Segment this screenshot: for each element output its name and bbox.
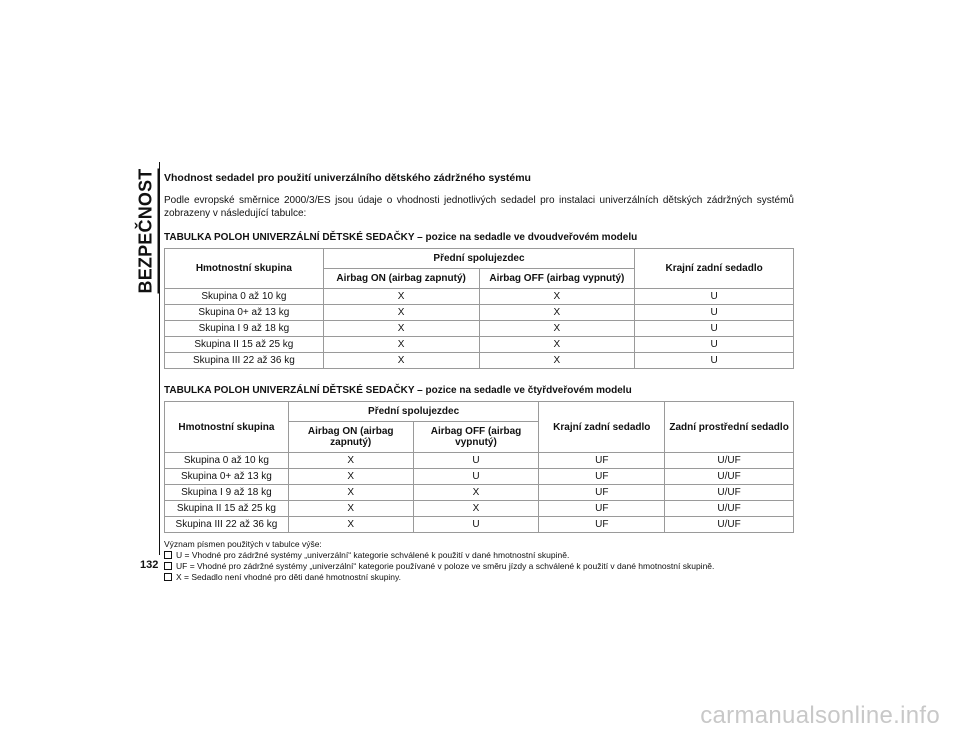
header-airbag-on: Airbag ON (airbag zapnutý) [288,422,413,453]
cell-rear-middle: U/UF [665,517,794,533]
table1-title: TABULKA POLOH UNIVERZÁLNÍ DĚTSKÉ SEDAČKY – pozice na sedadle ve dvoudveřovém modelu [164,232,638,243]
cell-airbag-on: X [288,485,413,501]
cell-rear-outer: UF [539,501,665,517]
cell-airbag-off: U [413,453,539,469]
cell-airbag-on: X [288,517,413,533]
table-row [165,305,794,321]
table2-title: TABULKA POLOH UNIVERZÁLNÍ DĚTSKÉ SEDAČKY – pozice na sedadle ve čtyřdveřovém modelu [164,385,632,396]
cell-group: Skupina 0 až 10 kg [165,453,289,469]
header-rear-outer: Krajní zadní sedadlo [539,402,665,453]
cell-rear-outer: UF [539,485,665,501]
cell-airbag-on: X [323,353,479,369]
table-two-door [164,248,794,369]
legend-intro: Význam písmen použitých v tabulce výše: [164,539,322,549]
cell-airbag-on: X [323,289,479,305]
header-rear-middle: Zadní prostřední sedadlo [665,402,794,453]
header-weight-group: Hmotnostní skupina [165,249,324,289]
cell-rear-middle: U/UF [665,485,794,501]
side-tab-label: BEZPEČNOST [135,168,159,293]
legend [164,539,794,583]
cell-group: Skupina I 9 až 18 kg [165,485,289,501]
cell-airbag-off: X [479,337,635,353]
cell-rear-outer: U [635,337,794,353]
table-row [165,353,794,369]
table-row [165,453,794,469]
cell-rear-middle: U/UF [665,469,794,485]
cell-airbag-off: U [413,469,539,485]
cell-rear-outer: U [635,289,794,305]
cell-rear-outer: UF [539,453,665,469]
table-row [165,337,794,353]
cell-airbag-off: X [479,321,635,337]
header-airbag-on: Airbag ON (airbag zapnutý) [323,269,479,289]
table-row [165,485,794,501]
cell-rear-outer: U [635,305,794,321]
header-rear-outer: Krajní zadní sedadlo [635,249,794,289]
intro-paragraph: Podle evropské směrnice 2000/3/ES jsou údaje o vhodnosti jednotlivých sedadel pro instalaci univerzálních dětských zádržných systémů zobrazeny v následující tabulce: [164,195,794,219]
cell-group: Skupina II 15 až 25 kg [165,501,289,517]
cell-airbag-on: X [323,305,479,321]
cell-group: Skupina 0+ až 13 kg [165,305,324,321]
cell-airbag-off: X [413,501,539,517]
table-row [165,469,794,485]
table-row [165,321,794,337]
header-airbag-off: Airbag OFF (airbag vypnutý) [413,422,539,453]
side-divider [159,162,160,555]
cell-rear-middle: U/UF [665,453,794,469]
cell-airbag-off: X [479,289,635,305]
cell-airbag-on: X [288,469,413,485]
cell-group: Skupina III 22 až 36 kg [165,353,324,369]
cell-airbag-on: X [288,501,413,517]
header-front-passenger: Přední spolujezdec [323,249,634,269]
table-row [165,501,794,517]
cell-rear-middle: U/UF [665,501,794,517]
header-front-passenger: Přední spolujezdec [288,402,539,422]
cell-rear-outer: UF [539,469,665,485]
header-weight-group: Hmotnostní skupina [165,402,289,453]
table-four-door [164,401,794,533]
cell-airbag-off: X [479,353,635,369]
section-title: Vhodnost sedadel pro použití univerzálního dětského zádržného systému [164,172,531,184]
cell-group: Skupina 0+ až 13 kg [165,469,289,485]
cell-rear-outer: U [635,321,794,337]
cell-airbag-off: U [413,517,539,533]
legend-item: UF = Vhodné pro zádržné systémy „univerzální“ kategorie používané v poloze ve směru jízdy a schválené k použití v dané hmotnostní skupině. [164,561,794,572]
legend-item: X = Sedadlo není vhodné pro děti dané hmotnostní skupiny. [164,572,794,583]
cell-group: Skupina III 22 až 36 kg [165,517,289,533]
cell-airbag-on: X [288,453,413,469]
page-number: 132 [140,559,159,571]
cell-group: Skupina I 9 až 18 kg [165,321,324,337]
cell-rear-outer: U [635,353,794,369]
header-airbag-off: Airbag OFF (airbag vypnutý) [479,269,635,289]
section-side-tab [135,168,157,294]
legend-item: U = Vhodné pro zádržné systémy „univerzální“ kategorie schválené k použití v dané hmotnostní skupině. [164,550,794,561]
cell-rear-outer: UF [539,517,665,533]
cell-airbag-off: X [413,485,539,501]
page-content [164,172,794,583]
cell-airbag-off: X [479,305,635,321]
watermark: carmanualsonline.info [700,702,940,729]
cell-group: Skupina 0 až 10 kg [165,289,324,305]
cell-airbag-on: X [323,337,479,353]
cell-airbag-on: X [323,321,479,337]
table-row [165,289,794,305]
table-row [165,517,794,533]
cell-group: Skupina II 15 až 25 kg [165,337,324,353]
